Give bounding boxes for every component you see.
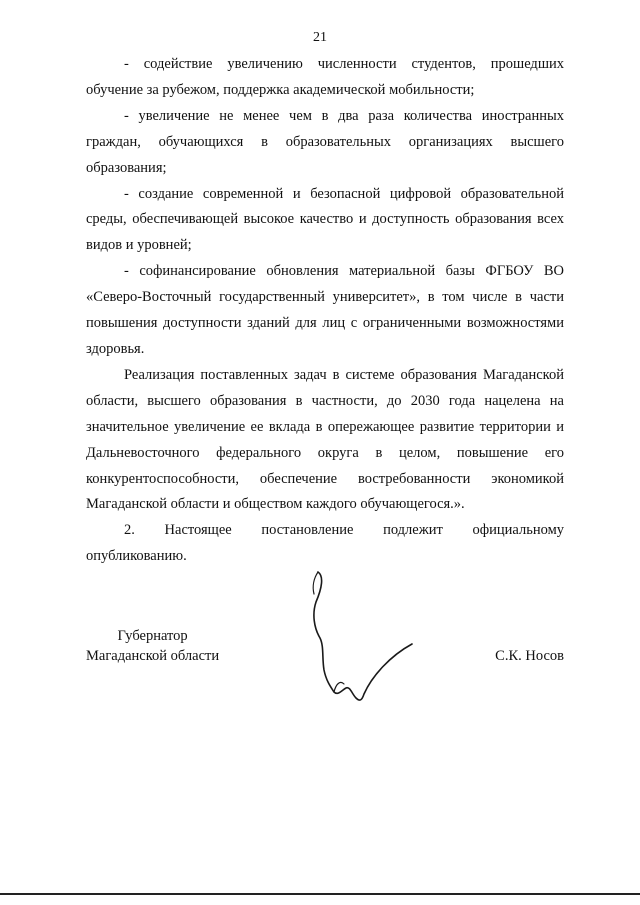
document-body: [86, 52, 564, 570]
signatory-name: С.К. Носов: [495, 648, 564, 664]
paragraph-implementation: Реализация поставленных задач в системе образования Магаданской области, высшего образования в частности, до 2030 года нацелена на значительное увеличение ее вклада в опережающее развитие территории и Дальневосточного федерального округа в целом, повышение его конкурентоспособности, обеспечение востребованности экономикой Магаданской области и обществом каждого обучающегося.».: [86, 366, 564, 513]
paragraph-foreign-students: - увеличение не менее чем в два раза количества иностранных граждан, обучающихся в образовательных организациях высшего образования;: [86, 107, 564, 176]
paragraph-cofinancing: - софинансирование обновления материальной базы ФГБОУ ВО «Северо-Восточный государственный университет», в том числе в части повышения доступности зданий для лиц с ограниченными возможностями здоровья.: [86, 263, 564, 357]
signatory-title-line1: Губернатор: [117, 628, 188, 644]
handwritten-signature: [300, 568, 430, 718]
signatory-title: [86, 626, 219, 666]
signatory-title-line2: Магаданской области: [86, 648, 220, 664]
paragraph-digital-environment: - создание современной и безопасной цифровой образовательной среды, обеспечивающей высокое качество и доступность образования всех видов и уровней;: [86, 185, 564, 254]
paragraph-academic-mobility: - содействие увеличению численности студентов, прошедших обучение за рубежом, поддержка академической мобильности;: [86, 56, 564, 98]
page-number: 21: [313, 30, 327, 45]
paragraph-publication: 2. Настоящее постановление подлежит официальному опубликованию.: [86, 522, 564, 565]
scan-edge-line: [0, 893, 640, 895]
